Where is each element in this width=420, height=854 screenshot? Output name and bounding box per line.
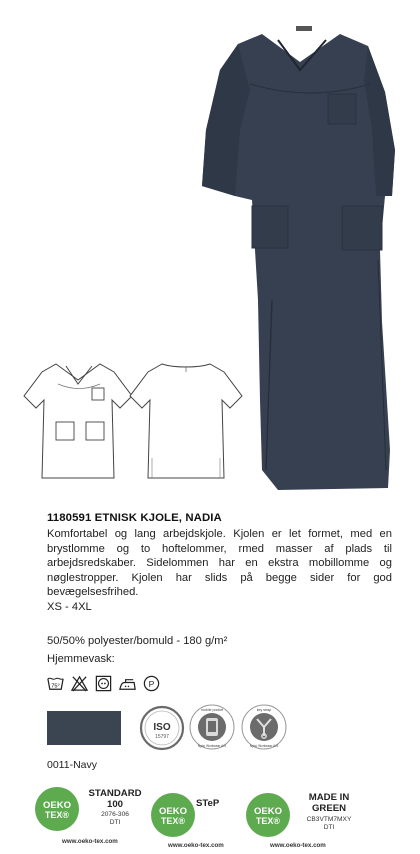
step-label: STeP [196,798,220,809]
no-bleach-icon [70,674,89,693]
green-title1: MADE IN [308,792,350,803]
iso-sub: 15797 [155,734,169,740]
mobile-badge-top: mobile pocket [200,708,224,712]
color-label: 0011-Navy [47,759,97,771]
iso-badge-icon [139,705,185,751]
material-info: 50/50% polyester/bomuld - 180 g/m² [47,635,228,647]
oeko-logo-bottom: TEX® [255,816,281,826]
back-technical-drawing [128,358,244,486]
standard-100-label [86,789,144,810]
standard-code1: 2076-306 [101,811,129,818]
professional-cleaning-p-icon [142,674,161,693]
front-technical-drawing [22,358,134,486]
green-codes [296,816,362,832]
product-description: Komfortabel og lang arbejdskjole. Kjolen er let formet, med en brystlomme og to hoftelommer, rmed masser af plads til arbejdsredskaber. Sidelommen har en ekstra mobillomme og nøglestropper. Kjolen har slids på begge sider for god bevægelsesfrihed. [47,528,392,599]
product-title: 1180591 ETNISK KJOLE, NADIA [47,512,222,524]
mobile-pocket-badge-icon [188,703,236,751]
care-icons [46,672,161,694]
key-strap-badge-icon [240,703,288,751]
standard-url: www.oeko-tex.com [62,838,118,845]
key-badge-bottom: Nybo Workwear A/S [249,744,279,748]
standard-code2: DTI [109,819,121,826]
oeko-tex-logo-icon [34,786,80,832]
oeko-logo-bottom: TEX® [44,810,70,820]
oeko-tex-step-logo-icon [150,792,196,838]
iron-icon [118,674,137,693]
tumble-dry-icon [94,674,113,693]
size-range: XS - 4XL [47,601,92,613]
wash-heading: Hjemmevask: [47,653,115,665]
color-swatch-navy [47,711,121,745]
key-badge-top: key strap [256,708,272,712]
iso-text: ISO [153,722,171,733]
oeko-tex-green-logo-icon [245,792,291,838]
standard-number: 100 [106,798,123,810]
standard-title: STANDARD [88,788,142,799]
p-label: P [148,678,155,689]
mobile-badge-bottom: Nybo Workwear A/S [197,744,227,748]
green-title2: GREEN [311,802,347,814]
made-in-green-label [296,793,362,814]
oeko-logo-top: OEKO [159,806,187,817]
step-url: www.oeko-tex.com [168,842,224,849]
green-code1: CB3VTM7MXY [306,816,352,823]
oeko-logo-bottom: TEX® [160,816,186,826]
oeko-logo-top: OEKO [254,806,282,817]
green-code2: DTI [323,824,335,831]
green-url: www.oeko-tex.com [270,842,326,849]
wash-temp-label: 75° [51,682,60,689]
standard-codes [86,811,144,827]
wash-60-icon [46,674,65,693]
oeko-logo-top: OEKO [43,800,71,811]
